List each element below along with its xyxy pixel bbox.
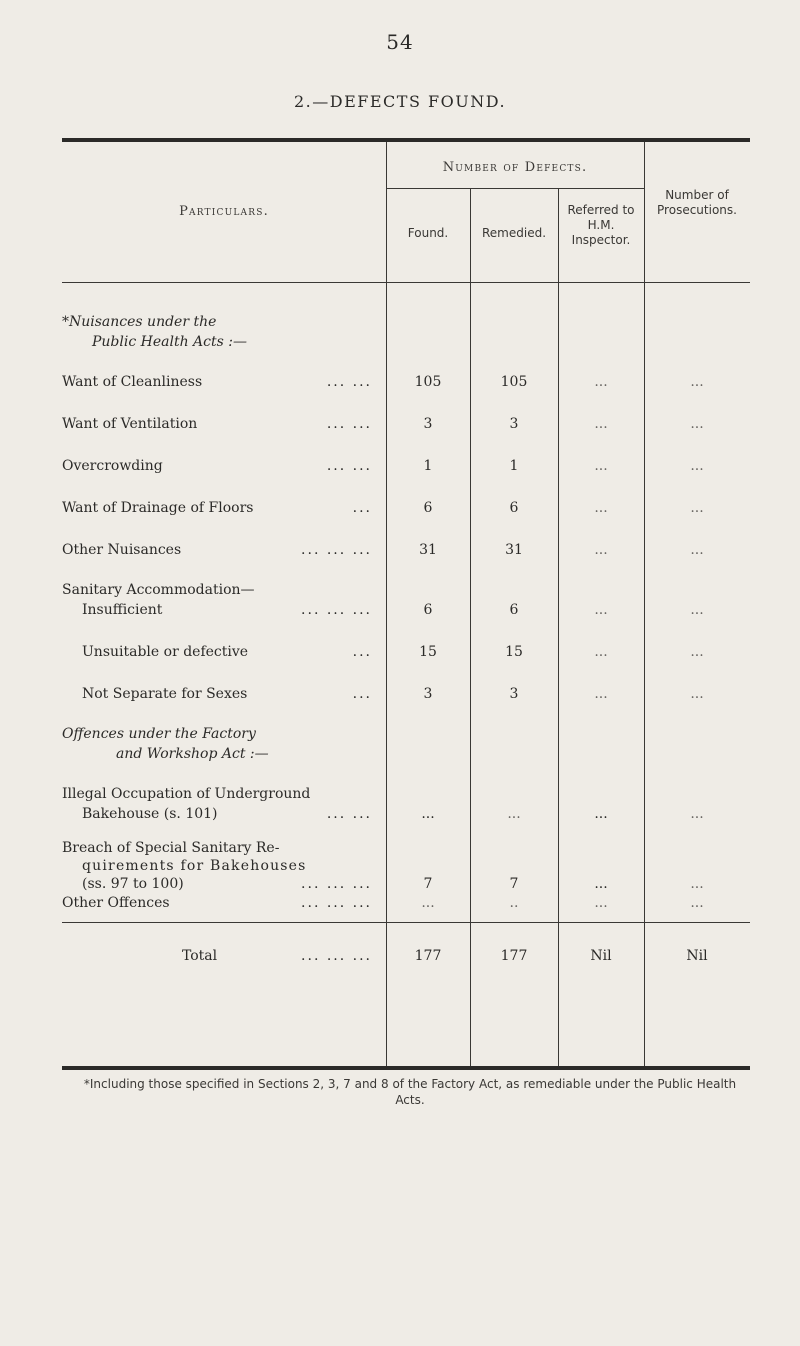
cell-referred: ...: [594, 806, 608, 822]
cell-remedied: 1: [509, 458, 519, 474]
cell-prosecutions: ...: [690, 542, 704, 558]
row-label: Want of Cleanliness: [62, 374, 203, 390]
cell-prosecutions: ...: [690, 458, 704, 474]
sanitary-heading: Sanitary Accommodation—: [62, 582, 255, 598]
row-label: Want of Drainage of Floors: [62, 500, 254, 516]
cell-found: 3: [423, 686, 433, 702]
row-label: quirements for Bakehouses: [82, 858, 307, 874]
cell-remedied: 3: [509, 416, 519, 432]
cell-referred: ...: [594, 542, 608, 558]
row-label: Overcrowding: [62, 458, 163, 474]
cell-referred: ...: [594, 876, 608, 892]
cell-remedied: 31: [505, 542, 523, 558]
row-label: Breach of Special Sanitary Re-: [62, 840, 280, 856]
cell-found: ...: [421, 806, 435, 822]
leader-dots: ... ... ...: [301, 876, 372, 892]
total-remedied: 177: [500, 948, 528, 964]
cell-found: 31: [419, 542, 437, 558]
cell-remedied: 3: [509, 686, 519, 702]
cell-prosecutions: ...: [690, 895, 704, 911]
leader-dots: ... ...: [326, 458, 372, 474]
total-label: Total: [182, 948, 218, 964]
section-title: 2.—DEFECTS FOUND.: [293, 92, 507, 111]
cell-referred: ...: [594, 686, 608, 702]
page-number: 54: [386, 30, 414, 54]
offences-heading-line-1: Offences under the Factory: [62, 726, 256, 742]
cell-found: 105: [414, 374, 442, 390]
total-prosecutions: Nil: [686, 948, 708, 964]
column-line-3: [558, 189, 559, 1066]
total-referred: Nil: [590, 948, 612, 964]
offences-heading-line-2: and Workshop Act :—: [116, 746, 269, 762]
cell-found: 7: [423, 876, 433, 892]
row-label: Unsuitable or defective: [82, 644, 249, 660]
cell-referred: ...: [594, 602, 608, 618]
cell-remedied: 15: [505, 644, 523, 660]
cell-prosecutions: ...: [690, 686, 704, 702]
total-found: 177: [414, 948, 442, 964]
cell-remedied: 7: [509, 876, 519, 892]
cell-prosecutions: ...: [690, 644, 704, 660]
leader-dots: ... ... ...: [301, 948, 372, 964]
header-number-of-defects: Number of Defects.: [442, 160, 588, 175]
column-line-2: [470, 189, 471, 1066]
cell-remedied: ...: [507, 806, 521, 822]
row-label: Illegal Occupation of Underground: [62, 786, 311, 802]
header-bottom-rule: [62, 282, 750, 283]
row-label: Other Nuisances: [62, 542, 182, 558]
leader-dots: ...: [352, 500, 372, 516]
header-remedied: Remedied.: [481, 226, 547, 240]
cell-prosecutions: ...: [690, 374, 704, 390]
row-label: Other Offences: [62, 895, 170, 911]
footnote: *Including those specified in Sections 2, 3, 7 and 8 of the Factory Act, as remediable under the Public Health Acts.: [83, 1077, 737, 1107]
leader-dots: ... ... ...: [301, 602, 372, 618]
cell-referred: ...: [594, 416, 608, 432]
cell-referred: ...: [594, 500, 608, 516]
cell-prosecutions: ...: [690, 416, 704, 432]
row-label: Not Separate for Sexes: [82, 686, 248, 702]
cell-remedied: 6: [509, 500, 519, 516]
cell-remedied: ..: [509, 895, 519, 911]
cell-found: 3: [423, 416, 433, 432]
cell-found: 15: [419, 644, 437, 660]
leader-dots: ...: [352, 686, 372, 702]
cell-found: 1: [423, 458, 433, 474]
cell-referred: ...: [594, 895, 608, 911]
leader-dots: ... ...: [326, 806, 372, 822]
row-label: Bakehouse (s. 101): [82, 806, 218, 822]
cell-referred: ...: [594, 644, 608, 660]
cell-remedied: 6: [509, 602, 519, 618]
cell-found: 6: [423, 500, 433, 516]
cell-prosecutions: ...: [690, 500, 704, 516]
cell-prosecutions: ...: [690, 876, 704, 892]
row-label: Insufficient: [82, 602, 163, 618]
table-bottom-rule: [62, 1066, 750, 1070]
header-found: Found.: [407, 226, 449, 240]
leader-dots: ... ...: [326, 374, 372, 390]
row-label: (ss. 97 to 100): [82, 876, 184, 892]
leader-dots: ... ... ...: [301, 895, 372, 911]
nuisances-heading-line-2: Public Health Acts :—: [92, 334, 247, 350]
cell-referred: ...: [594, 458, 608, 474]
header-referred: Referred to H.M. Inspector.: [567, 203, 635, 247]
cell-remedied: 105: [500, 374, 528, 390]
header-particulars: Particulars.: [179, 204, 269, 219]
table-top-rule: [62, 138, 750, 142]
leader-dots: ...: [352, 644, 372, 660]
cell-found: ...: [421, 895, 435, 911]
cell-prosecutions: ...: [690, 806, 704, 822]
header-prosecutions: Number of Prosecutions.: [657, 188, 737, 217]
cell-prosecutions: ...: [690, 602, 704, 618]
cell-referred: ...: [594, 374, 608, 390]
row-label: Want of Ventilation: [62, 416, 198, 432]
defects-header-rule: [386, 188, 644, 189]
cell-found: 6: [423, 602, 433, 618]
leader-dots: ... ...: [326, 416, 372, 432]
nuisances-heading-line-1: *Nuisances under the: [62, 314, 217, 330]
leader-dots: ... ... ...: [301, 542, 372, 558]
total-top-rule: [62, 922, 750, 923]
